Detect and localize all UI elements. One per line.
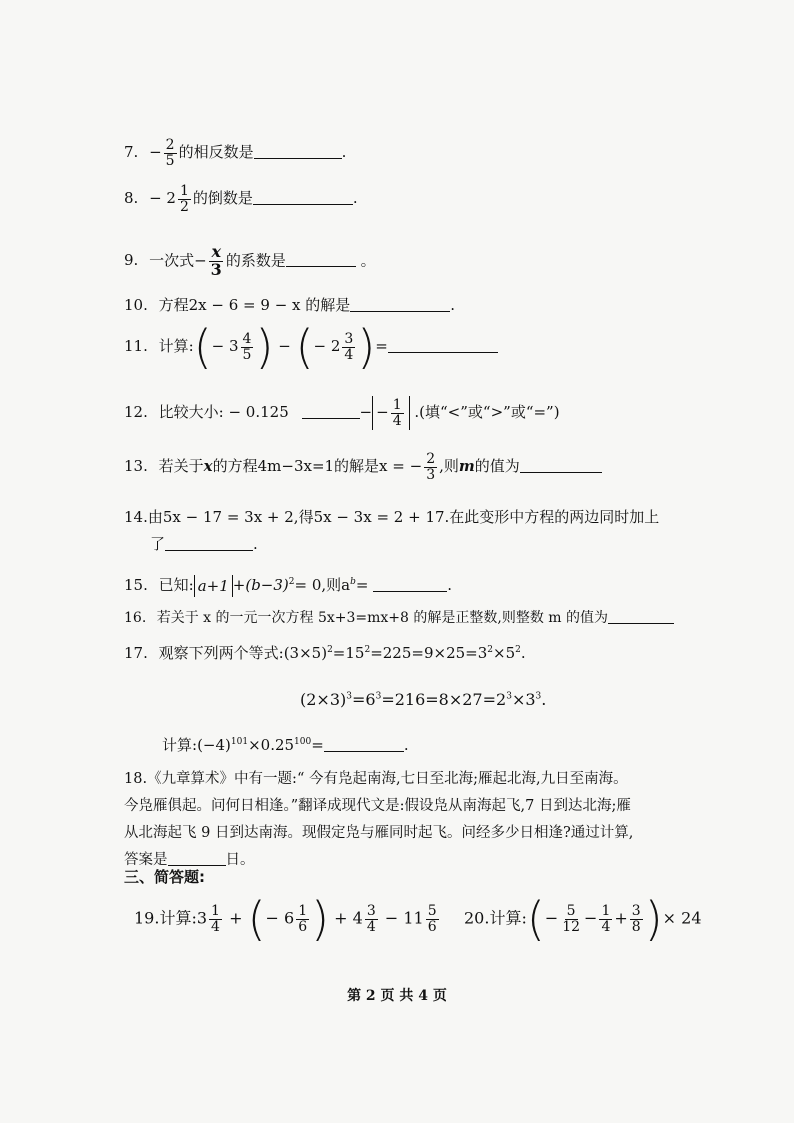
question-number: 12. (124, 403, 148, 422)
denominator: 2 (179, 198, 189, 215)
minus-sign: − (359, 403, 373, 422)
question-text: 的值为 (474, 457, 520, 476)
question-11 (124, 320, 498, 374)
equation-part: (2×3) (300, 690, 347, 709)
question-number: 18. (124, 771, 148, 787)
fraction (164, 138, 177, 168)
exponent: 101 (230, 737, 249, 747)
question-text: 答案是 (124, 852, 168, 868)
numerator: 3 (631, 902, 641, 919)
answer-blank[interactable] (520, 457, 602, 473)
question-text: 观察下列两个等式: (158, 644, 284, 662)
denominator: 3 (210, 259, 222, 279)
question-17-calc (162, 734, 409, 757)
equation-part: ×5 (493, 644, 516, 662)
question-text: ,则 (439, 457, 459, 476)
question-number: 14. (124, 508, 148, 526)
numerator: x (211, 242, 222, 261)
equation-part: =225=9×25=3 (370, 644, 488, 662)
question-number: 20. (464, 908, 490, 928)
question-20 (464, 892, 702, 946)
question-text: 已知: (158, 576, 194, 594)
question-14-line-1 (124, 504, 684, 531)
denominator: 8 (631, 918, 641, 935)
question-number: 7. (124, 143, 139, 162)
equation-part: ×0.25 (248, 736, 295, 754)
question-prefix: 一次式− (149, 251, 207, 270)
question-number: 11. (124, 337, 148, 355)
fraction (209, 904, 222, 934)
equation-part: (−4) (197, 736, 231, 754)
punctuation: . (450, 296, 456, 314)
question-18 (124, 766, 694, 874)
exponent: 2 (364, 645, 371, 655)
answer-blank[interactable] (302, 403, 360, 419)
absolute-value: a+1 (194, 575, 233, 598)
question-text: 《九章算术》中有一题:“ 今有凫起南海,七日至北海;雁起北海,九日至南海。 (147, 771, 628, 787)
question-18-line-4 (124, 847, 694, 874)
fraction (296, 904, 309, 934)
punctuation: . (352, 189, 358, 208)
absolute-value (372, 396, 410, 430)
operator: + (614, 908, 628, 928)
answer-blank[interactable] (324, 736, 404, 752)
numerator: 2 (426, 451, 436, 467)
question-17 (124, 642, 526, 665)
equation-part: (3×5) (283, 644, 328, 662)
denominator: 4 (344, 346, 354, 363)
calc-label: 计算: (159, 908, 197, 928)
question-10 (124, 294, 455, 317)
question-14-line-2 (124, 531, 684, 558)
exponent: 100 (294, 737, 312, 747)
numerator: 2 (165, 137, 175, 153)
left-paren: ( (247, 892, 266, 946)
operator: + (229, 908, 243, 928)
question-18-line-3: 从北海起飞 9 日到达南海。现假定凫与雁同时起飞。问经多少日相逢?通过计算, (124, 825, 634, 841)
fraction (599, 904, 612, 934)
exponent: 2 (515, 645, 521, 655)
denominator: 3 (426, 466, 436, 483)
whole-part: − 2 (313, 337, 341, 355)
question-16 (124, 608, 674, 629)
numerator: 3 (344, 330, 354, 347)
question-14 (124, 504, 684, 558)
denominator: 4 (211, 918, 220, 935)
numerator: 1 (211, 902, 220, 919)
exponent: 3 (535, 691, 542, 702)
question-9 (124, 244, 376, 279)
answer-blank[interactable] (168, 851, 226, 867)
question-number: 19. (134, 908, 160, 928)
fraction (365, 904, 378, 934)
numerator: 1 (392, 397, 402, 413)
punctuation: . (341, 143, 347, 162)
equals-sign: = (355, 576, 374, 594)
equation-part: =216=8×27=2 (381, 690, 507, 709)
minus-sign: − (149, 143, 162, 162)
question-text: 若关于 x 的一元一次方程 5x+3=mx+8 的解是正整数,则整数 m 的值为 (156, 610, 609, 626)
denominator: 12 (562, 918, 581, 935)
answer-blank[interactable] (373, 576, 447, 592)
fraction (560, 904, 582, 934)
fraction (630, 904, 643, 934)
denominator: 6 (298, 918, 308, 935)
question-text: 日。 (225, 852, 255, 868)
question-text: 若关于 (158, 457, 204, 476)
denominator: 4 (392, 412, 402, 429)
equals-sign: = (311, 736, 324, 754)
answer-blank[interactable] (253, 189, 353, 205)
hint-text: .(填“<”或“>”或“=”) (414, 403, 560, 422)
question-text: 的系数是 (225, 251, 286, 270)
equation-part: =6 (351, 690, 376, 709)
answer-blank[interactable] (286, 251, 356, 267)
equals-sign: = (375, 337, 388, 355)
fraction (424, 452, 437, 482)
question-19 (134, 892, 441, 946)
numerator: 1 (601, 902, 611, 919)
question-number: 10. (124, 296, 148, 314)
fraction (241, 332, 254, 362)
minus-sign: − (544, 908, 559, 928)
question-number: 8. (124, 189, 139, 208)
exponent: 3 (346, 691, 352, 702)
operator: − 11 (384, 908, 424, 928)
fraction (342, 332, 355, 362)
numerator: 5 (566, 902, 576, 919)
left-paren: ( (295, 320, 314, 374)
exponent: 2 (288, 577, 295, 587)
denominator: 5 (165, 152, 175, 169)
numerator: 5 (427, 902, 437, 919)
numerator: 3 (366, 902, 376, 919)
question-18-line-2: 今凫雁俱起。问何日相逢。”翻译成现代文是:假设凫从南海起飞,7 日到达北海;雁 (124, 798, 631, 814)
question-number: 9. (124, 251, 139, 270)
whole-part: − 2 (149, 189, 176, 208)
question-text: 了 (150, 535, 166, 553)
exponent: b (350, 577, 356, 587)
fraction (391, 398, 404, 428)
whole-part: − 6 (265, 908, 295, 928)
punctuation: . (253, 535, 258, 553)
denominator: 4 (366, 918, 376, 935)
exponent: 3 (375, 691, 382, 702)
question-text: 的相反数是 (178, 143, 254, 162)
operator: × 24 (662, 908, 702, 928)
exponent: 3 (506, 691, 512, 702)
question-15 (124, 574, 452, 597)
punctuation: . (447, 576, 452, 594)
punctuation: . (403, 736, 409, 754)
exponent: 2 (487, 645, 493, 655)
whole-part: 3 (196, 908, 208, 928)
question-text: 方程2x − 6 = 9 − x 的解是 (158, 296, 351, 314)
question-18-line-1 (124, 766, 694, 793)
punctuation: 。 (360, 251, 376, 270)
question-7 (124, 138, 346, 168)
exponent: 2 (327, 645, 333, 655)
fraction (426, 904, 439, 934)
fraction (178, 184, 191, 214)
punctuation: . (541, 690, 547, 709)
answer-blank[interactable] (165, 535, 253, 551)
page-footer: 第 2 页 共 4 页 (347, 988, 447, 1004)
calc-label: 计算: (158, 337, 194, 355)
variable-x: x (203, 457, 213, 476)
left-paren: ( (193, 320, 212, 374)
question-text: 的方程4m−3x=1的解是x = − (212, 457, 423, 476)
question-number: 15. (124, 576, 148, 594)
right-paren: ) (644, 892, 663, 946)
numerator: 1 (298, 902, 308, 919)
equation-part: =15 (332, 644, 365, 662)
punctuation: . (520, 644, 526, 662)
question-12 (124, 396, 560, 430)
left-paren: ( (526, 892, 545, 946)
answer-blank[interactable] (350, 296, 450, 312)
right-paren: ) (311, 892, 330, 946)
variable-m: m (458, 457, 475, 476)
operator: − (584, 908, 598, 928)
minus-sign: − (376, 403, 389, 422)
answer-blank[interactable] (254, 143, 342, 159)
operator: + (232, 576, 246, 594)
question-17-equation-2 (300, 688, 546, 712)
calc-label: 计算: (162, 736, 198, 754)
numerator: 4 (242, 330, 252, 347)
question-number: 17. (124, 644, 148, 662)
answer-blank[interactable] (388, 337, 498, 353)
right-paren: ) (255, 320, 274, 374)
question-13 (124, 452, 602, 482)
question-text: 由5x − 17 = 3x + 2,得5x − 3x = 2 + 17.在此变形中方程的两边同时加上 (147, 508, 660, 526)
equation-part: ×3 (511, 690, 536, 709)
question-number: 16. (124, 610, 147, 626)
question-number: 13. (124, 457, 148, 476)
right-paren: ) (357, 320, 376, 374)
question-8 (124, 184, 358, 214)
expression: (b−3) (245, 576, 289, 594)
whole-part: − 3 (211, 337, 239, 355)
operator: − (278, 337, 291, 355)
question-text: 比较大小: − 0.125 (158, 403, 289, 422)
denominator: 5 (242, 346, 252, 363)
answer-blank[interactable] (608, 609, 674, 624)
denominator: 4 (601, 918, 611, 935)
operator: + 4 (334, 908, 363, 928)
calc-label: 计算: (489, 908, 527, 928)
question-text: 的倒数是 (192, 189, 253, 208)
question-text: = 0,则a (294, 576, 351, 594)
fraction (209, 244, 224, 279)
section-heading: 三、简答题: (124, 868, 205, 886)
numerator: 1 (179, 183, 189, 199)
denominator: 6 (427, 918, 437, 935)
